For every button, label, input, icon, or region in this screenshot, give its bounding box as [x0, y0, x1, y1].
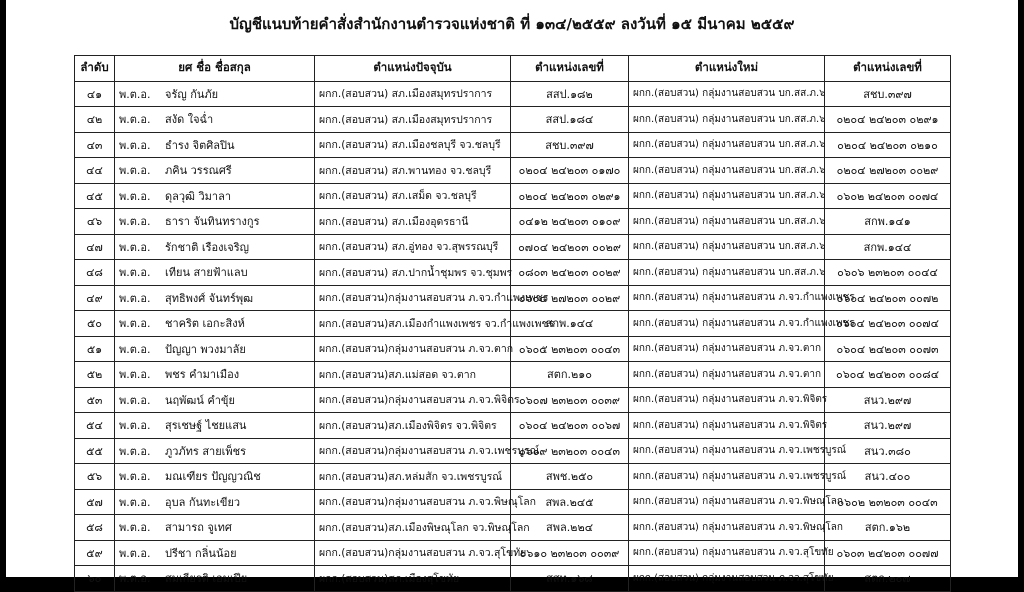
- cell-name: [115, 413, 315, 439]
- cell-new-number: ๐๒๐๔ ๒๗๒๐๓ ๐๐๒๙: [825, 158, 951, 184]
- cell-new-number: สนว.๒๙๗: [825, 387, 951, 413]
- cell-current-position: ผกก.(สอบสวน)กลุ่มงานสอบสวน ภ.จว.กำแพงเพชร: [315, 285, 511, 311]
- cell-current-position: ผกก.(สอบสวน) สภ.ปากน้ำชุมพร จว.ชุมพร: [315, 260, 511, 286]
- person-name: พชร คำมาเมือง: [165, 368, 240, 382]
- cell-current-position: ผกก.(สอบสวน) สภ.พานทอง จว.ชลบุรี: [315, 158, 511, 184]
- document-sheet: [6, 0, 1018, 586]
- cell-current-number: ๐๖๐๔ ๒๔๒๐๓ ๐๐๖๗: [511, 413, 629, 439]
- cell-new-position: ผกก.(สอบสวน) กลุ่มงานสอบสวน บก.สส.ภ.๖: [629, 234, 825, 260]
- cell-no: ๕๙: [75, 540, 115, 566]
- cell-new-position: ผกก.(สอบสวน) กลุ่มงานสอบสวน ภ.จว.ตาก: [629, 362, 825, 388]
- cell-new-position: ผกก.(สอบสวน) กลุ่มงานสอบสวน ภ.จว.สุโขทัย: [629, 566, 825, 592]
- cell-new-position: ผกก.(สอบสวน) กลุ่มงานสอบสวน บก.สส.ภ.๖: [629, 132, 825, 158]
- rank-label: พ.ต.อ.: [119, 138, 151, 152]
- cell-current-number: ๐๒๐๔ ๒๔๒๐๓ ๐๒๙๑: [511, 183, 629, 209]
- cell-new-number: สนว.๓๘๐: [825, 438, 951, 464]
- rank-label: พ.ต.อ.: [119, 495, 151, 509]
- cell-no: ๕๖: [75, 464, 115, 490]
- cell-new-position: ผกก.(สอบสวน) กลุ่มงานสอบสวน ภ.จว.พิษณุโลก: [629, 489, 825, 515]
- rank-label: พ.ต.อ.: [119, 572, 151, 586]
- rank-label: พ.ต.อ.: [119, 368, 151, 382]
- table-row: [75, 362, 951, 388]
- person-name: มณเฑียร ปัญญวณิช: [165, 470, 261, 484]
- cell-no: ๖๐: [75, 566, 115, 592]
- cell-new-number: ๐๒๐๔ ๒๔๒๐๓ ๐๒๙๑: [825, 107, 951, 133]
- cell-current-number: สพช.๒๕๐: [511, 464, 629, 490]
- rank-label: พ.ต.อ.: [119, 189, 151, 203]
- table-row: [75, 438, 951, 464]
- cell-no: ๕๗: [75, 489, 115, 515]
- person-name: อุบล กันทะเขียว: [165, 495, 241, 509]
- rank-label: พ.ต.อ.: [119, 87, 151, 101]
- cell-new-position: ผกก.(สอบสวน) กลุ่มงานสอบสวน ภ.จว.พิจิตร: [629, 413, 825, 439]
- cell-name: [115, 540, 315, 566]
- cell-name: [115, 234, 315, 260]
- cell-new-position: ผกก.(สอบสวน) กลุ่มงานสอบสวน บก.สส.ภ.๖: [629, 183, 825, 209]
- cell-name: [115, 311, 315, 337]
- cell-current-number: สตก.๒๑๐: [511, 362, 629, 388]
- cell-name: [115, 260, 315, 286]
- person-name: สุทธิพงศ์ จันทร์พุฒ: [165, 291, 254, 305]
- table-row: [75, 260, 951, 286]
- cell-current-position: ผกก.(สอบสวน) สภ.เมืองสมุทรปราการ: [315, 81, 511, 107]
- cell-no: ๔๕: [75, 183, 115, 209]
- cell-current-number: ๐๖๐๕ ๒๓๒๐๓ ๐๐๔๓: [511, 336, 629, 362]
- rank-label: พ.ต.อ.: [119, 215, 151, 229]
- rank-label: พ.ต.อ.: [119, 113, 151, 127]
- cell-current-position: ผกก.(สอบสวน)กลุ่มงานสอบสวน ภ.จว.พิษณุโลก: [315, 489, 511, 515]
- person-name: ธารา จันทินทรางกูร: [165, 215, 260, 229]
- cell-current-number: ๐๘๐๓ ๒๔๒๐๓ ๐๐๒๙: [511, 260, 629, 286]
- table-row: [75, 183, 951, 209]
- cell-no: ๔๒: [75, 107, 115, 133]
- cell-name: [115, 183, 315, 209]
- table-row: [75, 515, 951, 541]
- table-header-row: [75, 56, 951, 82]
- person-name: สมเกียรติ เอมเปีย: [165, 572, 248, 586]
- rank-label: พ.ต.อ.: [119, 470, 151, 484]
- table-row: [75, 285, 951, 311]
- person-name: นฤพัฒน์ คำขุ้ย: [165, 393, 235, 407]
- table-row: [75, 81, 951, 107]
- cell-no: ๔๙: [75, 285, 115, 311]
- cell-current-number: ๐๗๐๔ ๒๔๒๐๓ ๐๐๒๙: [511, 234, 629, 260]
- personnel-table: [74, 55, 951, 592]
- cell-name: [115, 362, 315, 388]
- cell-current-position: ผกก.(สอบสวน)กลุ่มงานสอบสวน ภ.จว.เพชรบูรณ์: [315, 438, 511, 464]
- cell-new-number: ๐๖๐๓ ๒๔๒๐๓ ๐๐๗๗: [825, 540, 951, 566]
- cell-current-number: สสท.๑๖๘: [511, 566, 629, 592]
- cell-no: ๕๔: [75, 413, 115, 439]
- header-new-position: ตำแหน่งใหม่: [629, 56, 825, 82]
- cell-new-number: สกพ.๑๔๔: [825, 234, 951, 260]
- cell-new-number: ๐๖๐๒ ๒๓๒๐๓ ๐๐๔๓: [825, 489, 951, 515]
- person-name: ชาคริต เอกะสิงห์: [165, 317, 245, 331]
- rank-label: พ.ต.อ.: [119, 317, 151, 331]
- cell-current-position: ผกก.(สอบสวน)กลุ่มงานสอบสวน ภ.จว.ตาก: [315, 336, 511, 362]
- cell-current-number: ๐๖๐๔ ๒๗๒๐๓ ๐๐๒๙: [511, 285, 629, 311]
- cell-name: [115, 489, 315, 515]
- cell-name: [115, 209, 315, 235]
- cell-name: [115, 107, 315, 133]
- cell-no: ๕๘: [75, 515, 115, 541]
- cell-current-position: ผกก.(สอบสวน)สภ.เมืองพิจิตร จว.พิจิตร: [315, 413, 511, 439]
- rank-label: พ.ต.อ.: [119, 240, 151, 254]
- cell-name: [115, 464, 315, 490]
- cell-new-number: ๐๒๐๔ ๒๔๒๐๓ ๐๒๑๐: [825, 132, 951, 158]
- cell-current-number: สสป.๑๘๔: [511, 107, 629, 133]
- cell-new-position: ผกก.(สอบสวน) กลุ่มงานสอบสวน ภ.จว.กำแพงเพชร: [629, 285, 825, 311]
- cell-current-number: สพล.๒๒๔: [511, 515, 629, 541]
- cell-current-number: ๐๖๐๙ ๒๓๒๐๓ ๐๐๔๓: [511, 438, 629, 464]
- cell-name: [115, 132, 315, 158]
- cell-new-position: ผกก.(สอบสวน) กลุ่มงานสอบสวน บก.สส.ภ.๖: [629, 209, 825, 235]
- person-name: สงัด ใจฉ่ำ: [165, 113, 214, 127]
- rank-label: พ.ต.อ.: [119, 291, 151, 305]
- table-row: [75, 387, 951, 413]
- cell-new-number: สนว.๒๙๗: [825, 413, 951, 439]
- header-new-number: ตำแหน่งเลขที่: [825, 56, 951, 82]
- cell-new-position: ผกก.(สอบสวน) กลุ่มงานสอบสวน ภ.จว.สุโขทัย: [629, 540, 825, 566]
- cell-no: ๕๐: [75, 311, 115, 337]
- cell-new-position: ผกก.(สอบสวน) กลุ่มงานสอบสวน ภ.จว.พิจิตร: [629, 387, 825, 413]
- cell-new-position: ผกก.(สอบสวน) กลุ่มงานสอบสวน ภ.จว.กำแพงเพชร: [629, 311, 825, 337]
- cell-current-position: ผกก.(สอบสวน)สภ.เมืองพิษณุโลก จว.พิษณุโลก: [315, 515, 511, 541]
- person-name: ปรีชา กลิ่นน้อย: [165, 546, 237, 560]
- cell-current-position: ผกก.(สอบสวน)กลุ่มงานสอบสวน ภ.จว.พิจิตร: [315, 387, 511, 413]
- cell-current-position: ผกก.(สอบสวน) สภ.เสม็ด จว.ชลบุรี: [315, 183, 511, 209]
- person-name: สามารถ จูเทศ: [165, 521, 232, 535]
- cell-current-position: ผกก.(สอบสวน) สภ.เมืองชลบุรี จว.ชลบุรี: [315, 132, 511, 158]
- table-row: [75, 489, 951, 515]
- cell-new-number: สชบ.๓๙๗: [825, 81, 951, 107]
- header-current-position: ตำแหน่งปัจจุบัน: [315, 56, 511, 82]
- person-name: ธำรง จิตศิลปิน: [165, 138, 235, 152]
- cell-current-number: สชบ.๓๙๗: [511, 132, 629, 158]
- header-name: ยศ ชื่อ ชื่อสกุล: [115, 56, 315, 82]
- cell-name: [115, 81, 315, 107]
- cell-current-position: ผกก.(สอบสวน)กลุ่มงานสอบสวน ภ.จว.สุโขทัย: [315, 540, 511, 566]
- rank-label: พ.ต.อ.: [119, 266, 151, 280]
- cell-no: ๔๓: [75, 132, 115, 158]
- table-row: [75, 540, 951, 566]
- cell-new-number: ๐๖๐๔ ๒๔๒๐๓ ๐๐๘๔: [825, 362, 951, 388]
- person-name: รักชาติ เรืองเจริญ: [165, 240, 249, 254]
- cell-current-number: สสป.๑๘๒: [511, 81, 629, 107]
- rank-label: พ.ต.อ.: [119, 393, 151, 407]
- cell-current-number: ๐๖๑๐ ๒๓๒๐๓ ๐๐๓๙: [511, 540, 629, 566]
- table-row: [75, 234, 951, 260]
- cell-no: ๕๓: [75, 387, 115, 413]
- table-row: [75, 158, 951, 184]
- cell-name: [115, 285, 315, 311]
- cell-new-position: ผกก.(สอบสวน) กลุ่มงานสอบสวน บก.สส.ภ.๖: [629, 158, 825, 184]
- cell-no: ๕๕: [75, 438, 115, 464]
- cell-current-position: ผกก.(สอบสวน)สภ.แม่สอด จว.ตาก: [315, 362, 511, 388]
- person-name: สุรเชษฐ์ ไชยแสน: [165, 419, 247, 433]
- cell-current-number: สพล.๒๔๕: [511, 489, 629, 515]
- cell-new-position: ผกก.(สอบสวน) กลุ่มงานสอบสวน ภ.จว.ตาก: [629, 336, 825, 362]
- table-row: [75, 311, 951, 337]
- cell-current-position: ผกก.(สอบสวน)สภ.เมืองกำแพงเพชร จว.กำแพงเพชร: [315, 311, 511, 337]
- cell-new-number: สนว.๔๐๐: [825, 464, 951, 490]
- cell-name: [115, 566, 315, 592]
- cell-name: [115, 387, 315, 413]
- document-title: บัญชีแนบท้ายคำสั่งสำนักงานตำรวจแห่งชาติ ที่ ๑๓๔/๒๕๕๙ ลงวันที่ ๑๕ มีนาคม ๒๕๕๙: [229, 15, 795, 33]
- cell-current-number: สกพ.๑๔๔: [511, 311, 629, 337]
- rank-label: พ.ต.อ.: [119, 342, 151, 356]
- rank-label: พ.ต.อ.: [119, 419, 151, 433]
- header-no: ลำดับ: [75, 56, 115, 82]
- person-name: ภูวภัทร สายเพ็ชร: [165, 444, 247, 458]
- cell-current-number: ๐๔๑๒ ๒๔๒๐๓ ๐๑๐๙: [511, 209, 629, 235]
- cell-new-number: สตก.๑๖๒: [825, 515, 951, 541]
- rank-label: พ.ต.อ.: [119, 444, 151, 458]
- cell-name: [115, 336, 315, 362]
- cell-new-position: ผกก.(สอบสวน) กลุ่มงานสอบสวน ภ.จว.พิษณุโลก: [629, 515, 825, 541]
- person-name: ปัญญา พวงมาลัย: [165, 342, 246, 356]
- rank-label: พ.ต.อ.: [119, 164, 151, 178]
- person-name: จรัญ กันภัย: [165, 87, 219, 101]
- cell-name: [115, 158, 315, 184]
- table-row: [75, 209, 951, 235]
- rank-label: พ.ต.อ.: [119, 521, 151, 535]
- table-row: [75, 336, 951, 362]
- cell-current-position: ผกก.(สอบสวน)สภ.เมืองสุโขทัย: [315, 566, 511, 592]
- cell-current-position: ผกก.(สอบสวน) สภ.เมืองสมุทรปราการ: [315, 107, 511, 133]
- cell-name: [115, 438, 315, 464]
- cell-no: ๔๗: [75, 234, 115, 260]
- header-current-number: ตำแหน่งเลขที่: [511, 56, 629, 82]
- cell-new-number: ๐๖๐๖ ๒๓๒๐๓ ๐๐๔๔: [825, 260, 951, 286]
- cell-new-number: สกพ.๑๔๑: [825, 209, 951, 235]
- cell-new-number: ๐๖๐๔ ๒๔๒๐๓ ๐๐๗๓: [825, 336, 951, 362]
- cell-no: ๔๔: [75, 158, 115, 184]
- cell-new-position: ผกก.(สอบสวน) กลุ่มงานสอบสวน ภ.จว.เพชรบูรณ์: [629, 438, 825, 464]
- cell-new-position: ผกก.(สอบสวน) กลุ่มงานสอบสวน บก.สส.ภ.๖: [629, 260, 825, 286]
- table-row: [75, 413, 951, 439]
- rank-label: พ.ต.อ.: [119, 546, 151, 560]
- cell-current-number: ๐๒๐๔ ๒๔๒๐๓ ๐๑๗๐: [511, 158, 629, 184]
- person-name: เทียน สายฟ้าแลบ: [165, 266, 248, 280]
- cell-current-position: ผกก.(สอบสวน) สภ.เมืองอุดรธานี: [315, 209, 511, 235]
- table-row: [75, 566, 951, 592]
- cell-new-position: ผกก.(สอบสวน) กลุ่มงานสอบสวน บก.สส.ภ.๖: [629, 107, 825, 133]
- cell-no: ๔๖: [75, 209, 115, 235]
- cell-new-number: ๐๖๐๔ ๒๔๒๐๓ ๐๐๗๒: [825, 285, 951, 311]
- cell-new-number: ๐๖๐๔ ๒๔๒๐๓ ๐๐๗๔: [825, 311, 951, 337]
- cell-current-number: ๐๖๐๗ ๒๓๒๐๓ ๐๐๓๙: [511, 387, 629, 413]
- table-row: [75, 464, 951, 490]
- table-row: [75, 132, 951, 158]
- cell-new-position: ผกก.(สอบสวน) กลุ่มงานสอบสวน ภ.จว.เพชรบูรณ์: [629, 464, 825, 490]
- cell-new-position: ผกก.(สอบสวน) กลุ่มงานสอบสวน บก.สส.ภ.๖: [629, 81, 825, 107]
- cell-name: [115, 515, 315, 541]
- cell-new-number: สตก.๒๐๗: [825, 566, 951, 592]
- cell-no: ๕๑: [75, 336, 115, 362]
- cell-current-position: ผกก.(สอบสวน) สภ.อู่ทอง จว.สุพรรณบุรี: [315, 234, 511, 260]
- cell-no: ๕๒: [75, 362, 115, 388]
- table-row: [75, 107, 951, 133]
- person-name: ดุลวุฒิ วิมาลา: [165, 189, 232, 203]
- cell-current-position: ผกก.(สอบสวน)สภ.หล่มสัก จว.เพชรบูรณ์: [315, 464, 511, 490]
- cell-no: ๔๘: [75, 260, 115, 286]
- cell-new-number: ๐๖๐๒ ๒๔๒๐๓ ๐๐๗๔: [825, 183, 951, 209]
- person-name: ภคิน วรรณศรี: [165, 164, 232, 178]
- cell-no: ๔๑: [75, 81, 115, 107]
